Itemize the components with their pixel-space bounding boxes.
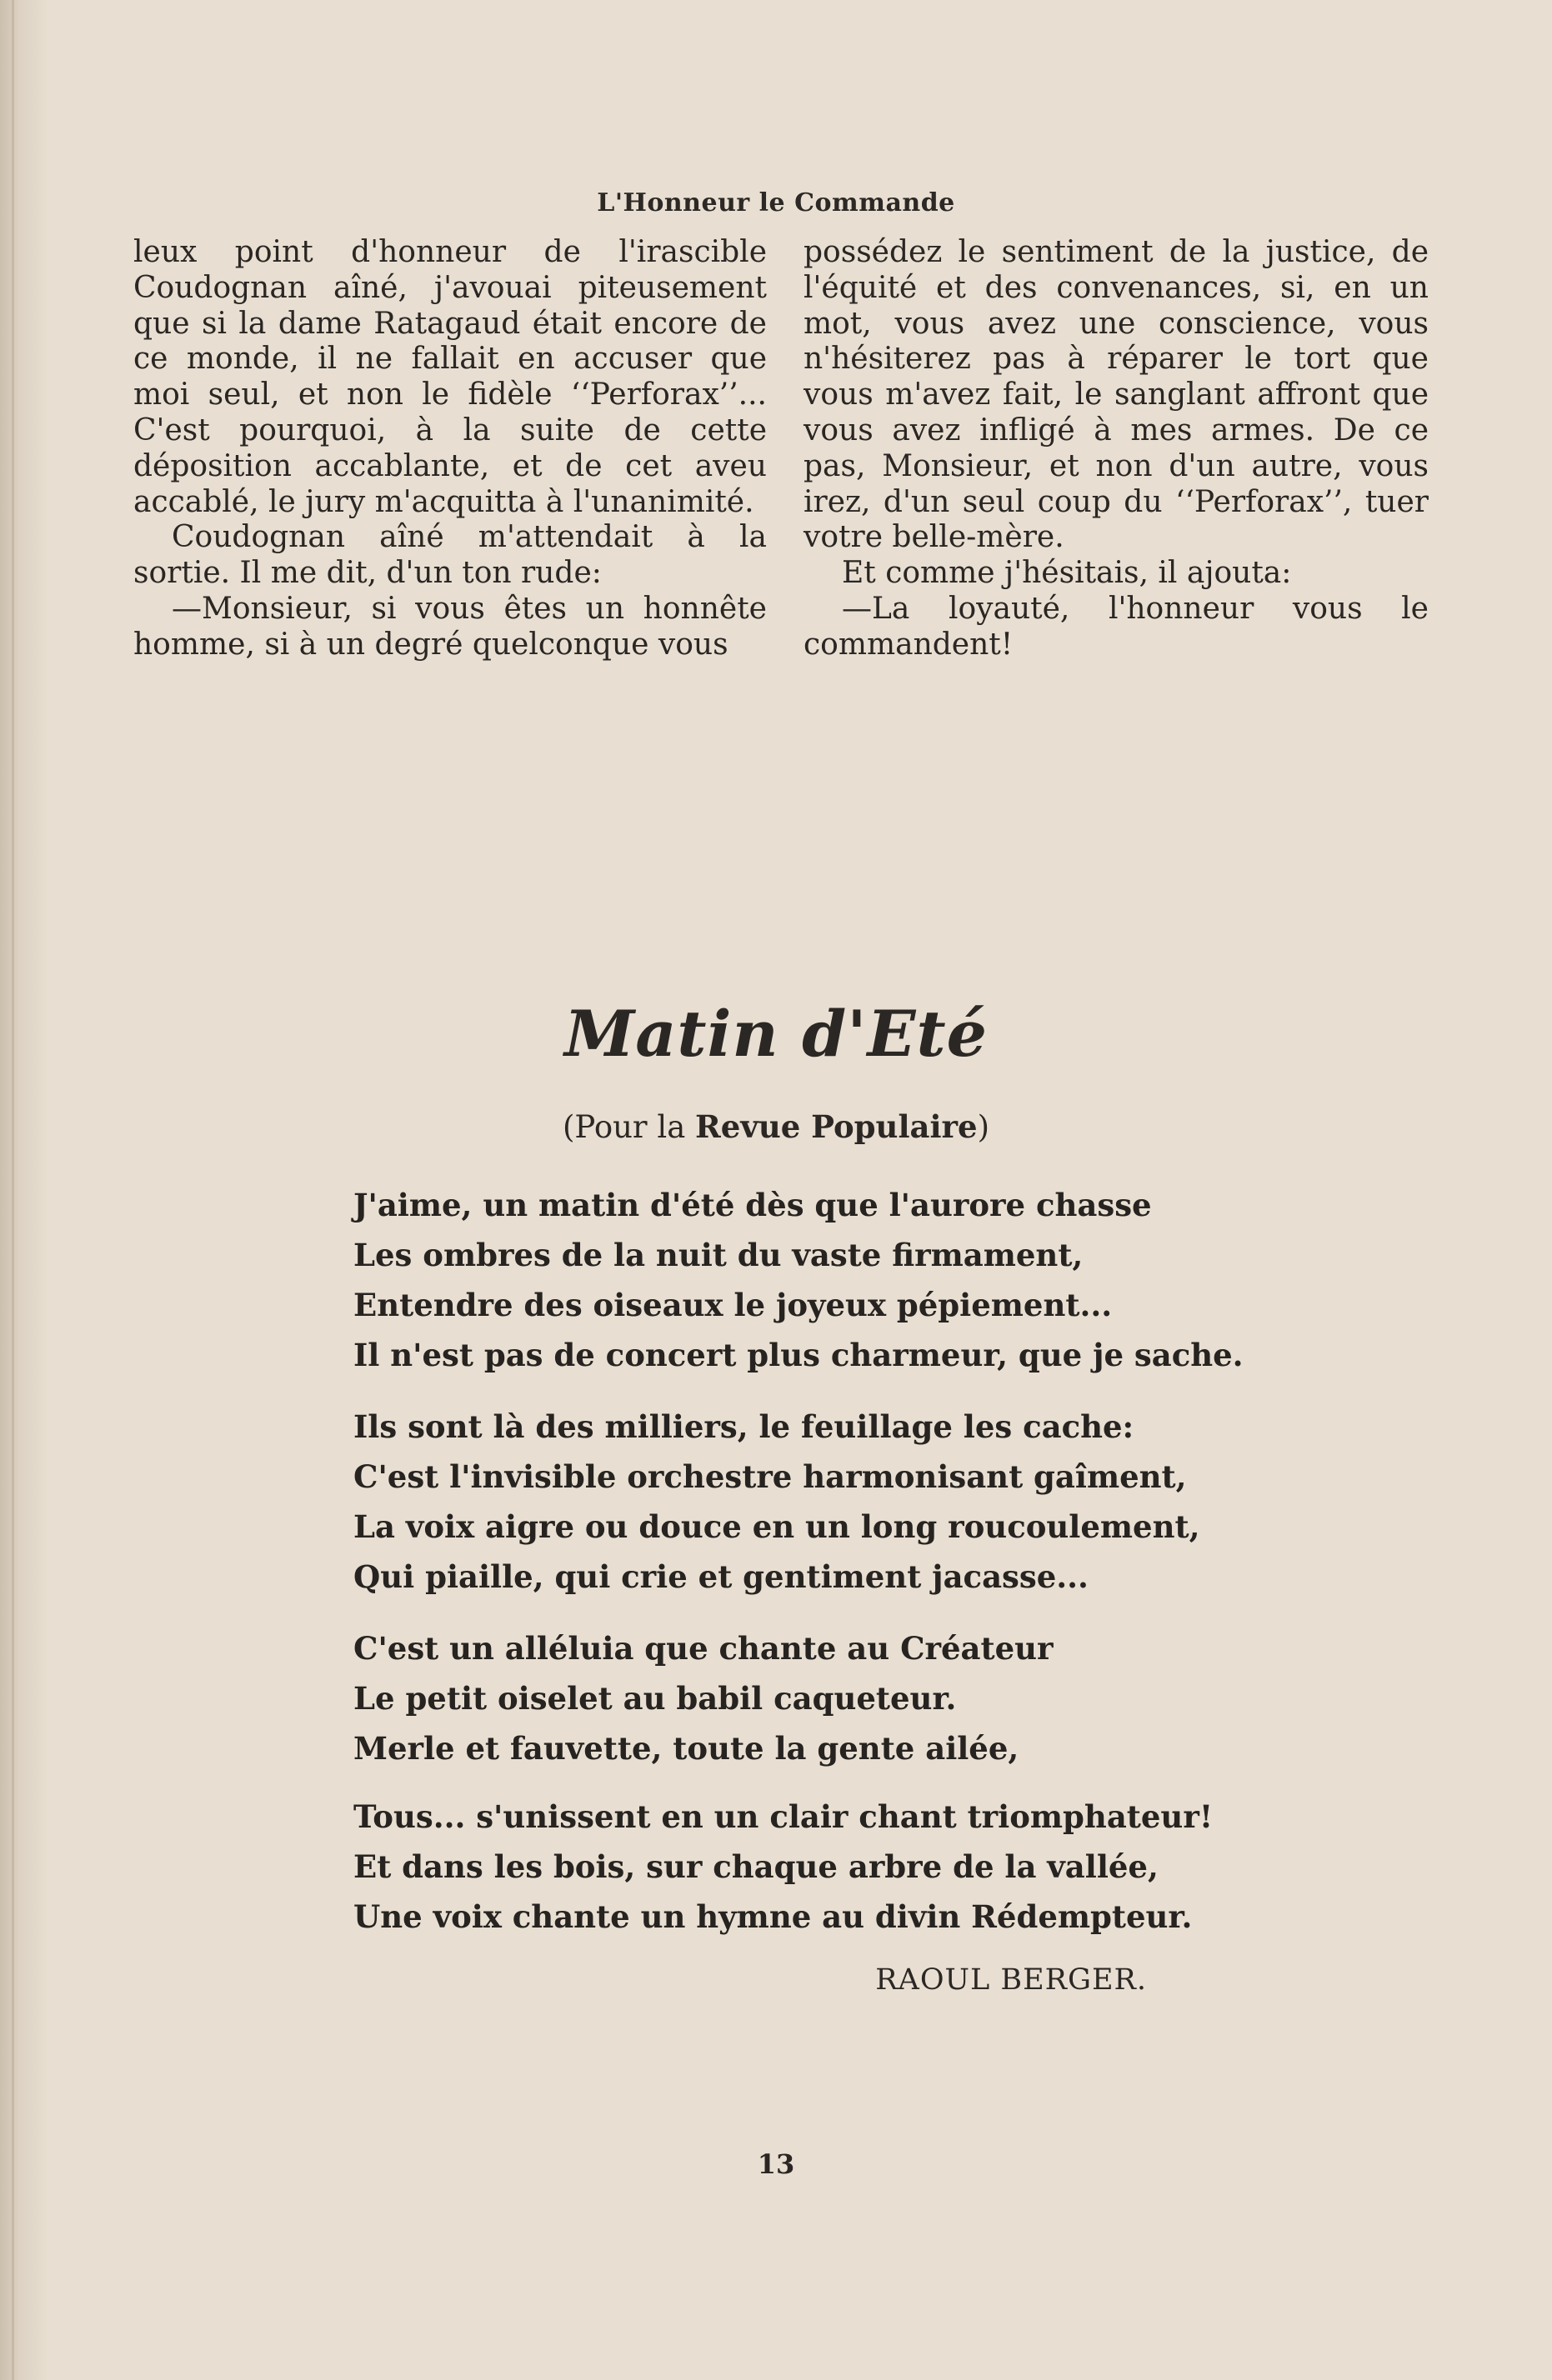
left-paragraph-2: Coudognan aîné m'attendait à la sortie. Il me dit, d'un ton rude: (133, 520, 767, 591)
right-paragraph-2: Et comme j'hésitais, il ajouta: (842, 556, 1292, 591)
verse-line: La voix aigre ou douce en un long roucoulement, (353, 1508, 1200, 1545)
page-number: 13 (757, 2148, 795, 2180)
verse-line: Les ombres de la nuit du vaste firmament, (353, 1237, 1084, 1273)
binding-edge (12, 0, 14, 2380)
poem-subtitle (0, 1108, 1552, 1145)
verse-line: Qui piaille, qui crie et gentiment jacasse... (353, 1558, 1089, 1595)
subtitle-prefix: (Pour la (563, 1109, 696, 1145)
right-column (804, 235, 1429, 663)
stanza-2 (353, 1402, 1200, 1602)
verse-line: C'est un alléluia que chante au Créateur (353, 1630, 1054, 1667)
stanza-4 (353, 1792, 1214, 1942)
verse-line: Et dans les bois, sur chaque arbre de la vallée, (353, 1848, 1159, 1885)
verse-line: Le petit oiselet au babil caqueteur. (353, 1680, 957, 1717)
left-paragraph-3: —Monsieur, si vous êtes un honnête homme, si à un degré quelconque vous (133, 591, 767, 662)
verse-line: Il n'est pas de concert plus charmeur, que je sache. (353, 1337, 1244, 1373)
right-paragraph-1: possédez le sentiment de la justice, de l'équité et des convenances, si, en un mot, vous avez une conscience, vous n'hésiterez pas à réparer le tort que vous m'avez fait, le sanglant affront que vous avez infligé à mes armes. De ce pas, Monsieur, et non d'un autre, vous irez, d'un seul coup du ‘‘Perforax’’, tuer votre belle-mère. (804, 235, 1429, 555)
verse-line: Ils sont là des milliers, le feuillage les cache: (353, 1408, 1134, 1445)
left-paragraph-1: leux point d'honneur de l'irascible Coudognan aîné, j'avouai piteusement que si la dame Ratagaud était encore de ce monde, il ne fallait en accuser que moi seul, et non le fidèle ‘‘Perforax’’... C'est pourquoi, à la suite de cette déposition accablante, et de cet aveu accablé, le jury m'acquitta à l'unanimité. (133, 235, 767, 519)
subtitle-suffix: ) (977, 1109, 989, 1145)
right-paragraph-3: —La loyauté, l'honneur vous le commandent! (804, 591, 1429, 662)
verse-line: C'est l'invisible orchestre harmonisant gaîment, (353, 1458, 1187, 1495)
stanza-3 (353, 1623, 1187, 1773)
verse-line: Une voix chante un hymne au divin Rédempteur. (353, 1898, 1193, 1935)
stanza-1 (353, 1180, 1244, 1380)
poem-title: Matin d'Eté (564, 997, 988, 1071)
poem-author: RAOUL BERGER. (875, 1963, 1147, 1997)
verse-line: Entendre des oiseaux le joyeux pépiement... (353, 1287, 1113, 1323)
verse-line: J'aime, un matin d'été dès que l'aurore chasse (353, 1187, 1152, 1223)
verse-line: Tous... s'unissent en un clair chant triomphateur! (353, 1798, 1214, 1835)
verse-line: Merle et fauvette, toute la gente ailée, (353, 1730, 1019, 1767)
page-binding-shadow (0, 0, 50, 2380)
running-head: L'Honneur le Commande (597, 188, 955, 218)
left-column (133, 235, 767, 663)
subtitle-publication: Revue Populaire (695, 1108, 978, 1145)
